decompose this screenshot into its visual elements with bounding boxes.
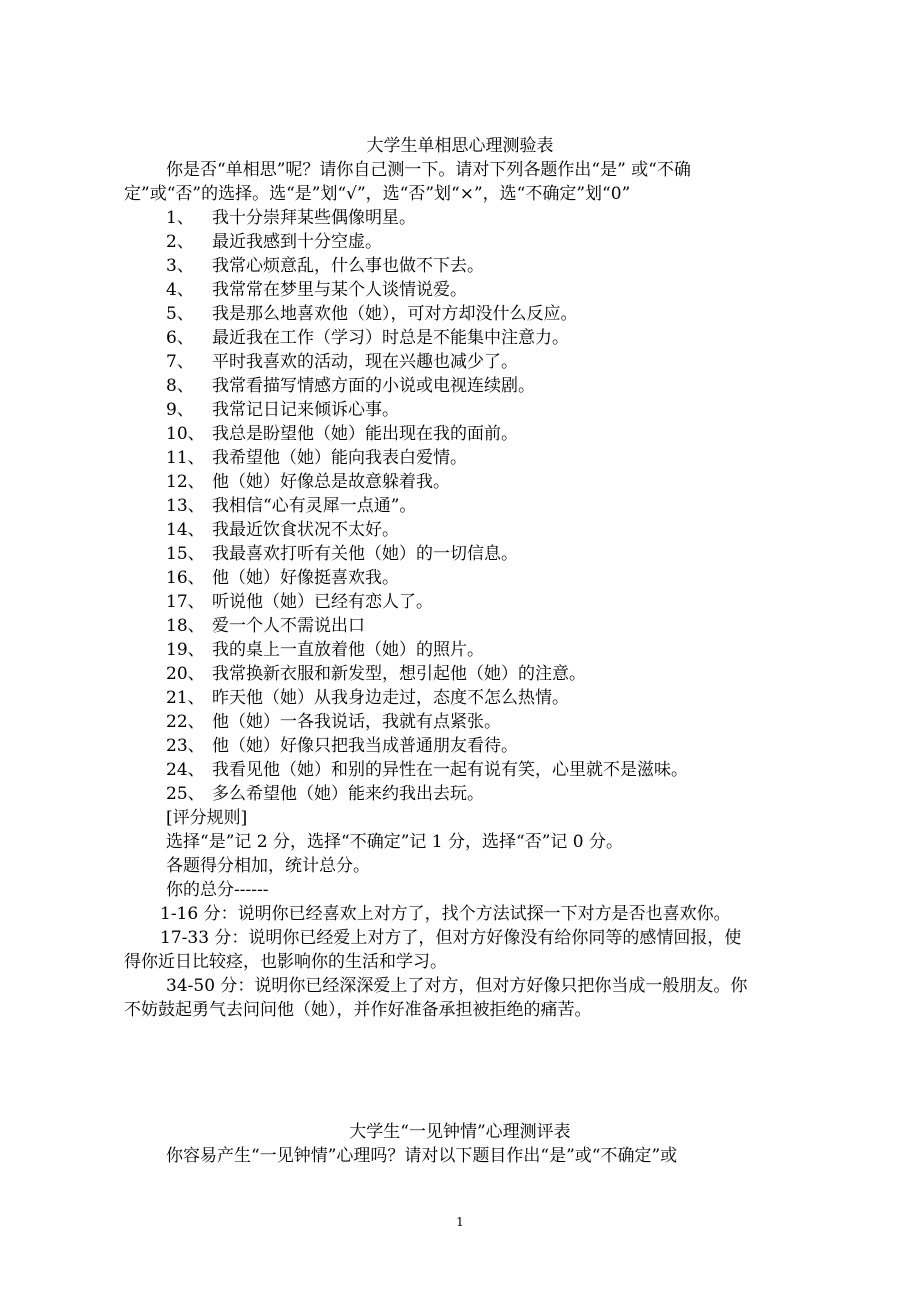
question-item-24 — [166, 758, 688, 782]
question-text: 我总是盼望他（她）能出现在我的面前。 — [212, 424, 518, 444]
question-number: 5、 — [166, 304, 194, 324]
question-number: 16、 — [166, 568, 205, 588]
section2-title: 大学生“一见钟情”心理测评表 — [349, 1122, 571, 1142]
question-number: 21、 — [166, 688, 205, 708]
rules-line1: 选择“是”记 2 分，选择“不确定”记 1 分，选择“否”记 0 分。 — [166, 832, 624, 852]
question-number: 4、 — [166, 280, 194, 300]
question-item-16 — [166, 566, 399, 590]
question-number: 2、 — [166, 232, 194, 252]
question-text: 我相信“心有灵犀一点通”。 — [212, 496, 417, 516]
question-item-1 — [166, 206, 416, 230]
question-text: 我是那么地喜欢他（她），可对方却没什么反应。 — [212, 304, 578, 324]
question-item-8 — [166, 374, 535, 398]
question-text: 听说他（她）已经有恋人了。 — [212, 592, 433, 612]
question-item-18 — [166, 614, 365, 638]
question-item-10 — [166, 422, 518, 446]
question-text: 我的桌上一直放着他（她）的照片。 — [212, 640, 484, 660]
question-number: 22、 — [166, 712, 205, 732]
question-number: 18、 — [166, 616, 205, 636]
result-range-1: 1-16 分：说明你已经喜欢上对方了，找个方法试探一下对方是否也喜欢你。 — [160, 904, 731, 924]
question-text: 平时我喜欢的活动，现在兴趣也减少了。 — [212, 352, 518, 372]
question-number: 7、 — [166, 352, 194, 372]
question-text: 我常换新衣服和新发型，想引起他（她）的注意。 — [212, 664, 586, 684]
question-text: 我常记日记来倾诉心事。 — [212, 400, 399, 420]
question-text: 我十分崇拜某些偶像明星。 — [212, 208, 416, 228]
question-number: 25、 — [166, 784, 205, 804]
question-text: 他（她）好像只把我当成普通朋友看待。 — [212, 736, 518, 756]
rules-line2: 各题得分相加，统计总分。 — [166, 856, 370, 876]
question-text: 最近我感到十分空虚。 — [212, 232, 382, 252]
question-item-23 — [166, 734, 518, 758]
question-number: 10、 — [166, 424, 205, 444]
result-range-2-line1: 17-33 分：说明你已经爱上对方了，但对方好像没有给你同等的感情回报，使 — [160, 928, 742, 948]
result-range-2-line2: 得你近日比较痉，也影响你的生活和学习。 — [124, 952, 447, 972]
question-item-22 — [166, 710, 501, 734]
question-number: 20、 — [166, 664, 205, 684]
question-item-21 — [166, 686, 569, 710]
question-number: 13、 — [166, 496, 205, 516]
question-text: 我最近饮食状况不太好。 — [212, 520, 399, 540]
section1-intro-line2: 定”或“否”的选择。选“是”划“√”，选“否”划“×”，选“不确定”划“0” — [124, 184, 631, 204]
question-number: 9、 — [166, 400, 194, 420]
section1-intro-line1: 你是否“单相思”呢？请你自己测一下。请对下列各题作出“是” 或“不确 — [166, 160, 691, 180]
question-number: 15、 — [166, 544, 205, 564]
question-text: 我常心烦意乱，什么事也做不下去。 — [212, 256, 484, 276]
question-item-7 — [166, 350, 518, 374]
question-text: 我常看描写情感方面的小说或电视连续剧。 — [212, 376, 535, 396]
question-item-20 — [166, 662, 586, 686]
question-text: 他（她）一各我说话，我就有点紧张。 — [212, 712, 501, 732]
page-number: 1 — [456, 1215, 464, 1229]
question-item-5 — [166, 302, 578, 326]
question-text: 他（她）好像挺喜欢我。 — [212, 568, 399, 588]
question-number: 23、 — [166, 736, 205, 756]
result-range-3-line1: 34-50 分：说明你已经深深爱上了对方，但对方好像只把你当成一般朋友。你 — [166, 976, 748, 996]
question-number: 8、 — [166, 376, 194, 396]
question-text: 爱一个人不需说出口 — [212, 616, 365, 636]
question-text: 我常常在梦里与某个人谈情说爱。 — [212, 280, 467, 300]
question-number: 11、 — [166, 448, 205, 468]
section2-intro-line1: 你容易产生“一见钟情”心理吗？请对以下题目作出“是”或“不确定”或 — [166, 1146, 678, 1166]
question-text: 我希望他（她）能向我表白爱情。 — [212, 448, 467, 468]
question-number: 19、 — [166, 640, 205, 660]
question-item-2 — [166, 230, 382, 254]
question-item-15 — [166, 542, 518, 566]
question-text: 多么希望他（她）能来约我出去玩。 — [212, 784, 484, 804]
question-item-3 — [166, 254, 484, 278]
question-item-12 — [166, 470, 450, 494]
question-item-11 — [166, 446, 467, 470]
question-item-17 — [166, 590, 433, 614]
total-score-label: 你的总分------ — [166, 880, 269, 900]
rules-heading: [评分规则] — [166, 808, 248, 828]
question-number: 14、 — [166, 520, 205, 540]
question-item-9 — [166, 398, 399, 422]
question-number: 6、 — [166, 328, 194, 348]
question-number: 24、 — [166, 760, 205, 780]
question-text: 他（她）好像总是故意躲着我。 — [212, 472, 450, 492]
question-number: 1、 — [166, 208, 194, 228]
question-text: 昨天他（她）从我身边走过，态度不怎么热情。 — [212, 688, 569, 708]
question-item-14 — [166, 518, 399, 542]
question-item-4 — [166, 278, 467, 302]
result-range-3-line2: 不妨鼓起勇气去问问他（她），并作好准备承担被拒绝的痛苦。 — [124, 1000, 592, 1020]
question-number: 3、 — [166, 256, 194, 276]
question-number: 12、 — [166, 472, 205, 492]
question-item-19 — [166, 638, 484, 662]
question-text: 最近我在工作（学习）时总是不能集中注意力。 — [212, 328, 569, 348]
question-text: 我看见他（她）和别的异性在一起有说有笑，心里就不是滋味。 — [212, 760, 688, 780]
question-item-6 — [166, 326, 569, 350]
question-item-13 — [166, 494, 416, 518]
section1-title: 大学生单相思心理测验表 — [366, 136, 554, 156]
question-item-25 — [166, 782, 484, 806]
question-number: 17、 — [166, 592, 205, 612]
question-text: 我最喜欢打听有关他（她）的一切信息。 — [212, 544, 518, 564]
